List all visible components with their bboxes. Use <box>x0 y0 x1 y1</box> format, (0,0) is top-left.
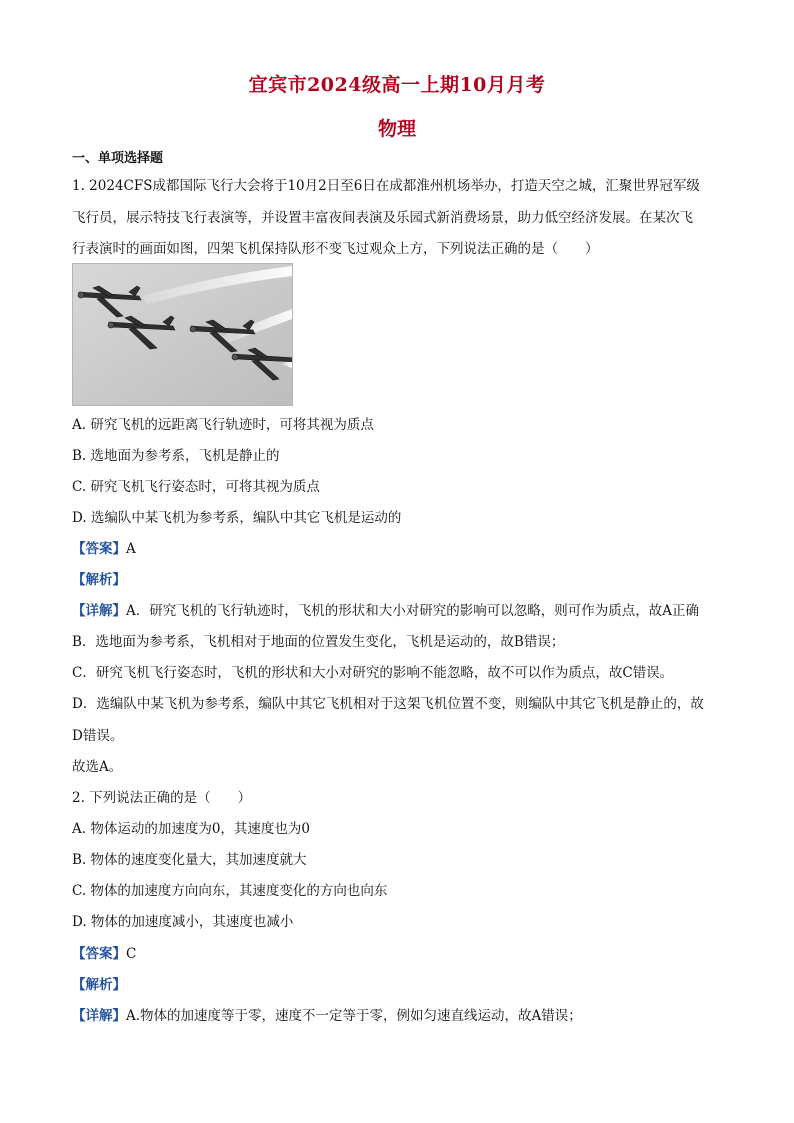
answer-tag: 【答案】 <box>72 946 126 962</box>
q1-stem-line-2: 飞行员，展示特技飞行表演等，并设置丰富夜间表演及乐园式新消费场景，助力低空经济发展。在某次飞 <box>72 210 693 226</box>
airshow-photo-illustration <box>73 264 292 405</box>
exam-title: 宜宾市2024级高一上期10月月考 <box>248 74 546 96</box>
q1-detail-line-3: C．研究飞机飞行姿态时，飞机的形状和大小对研究的影响不能忽略，故不可以作为质点，故C错误。 <box>72 665 674 681</box>
q2-answer <box>72 945 136 963</box>
q2-option-c: C. 物体的加速度方向向东，其速度变化的方向也向东 <box>72 883 388 899</box>
q2-stem: 2. 下列说法正确的是（ ） <box>72 790 252 806</box>
q1-detail-line-2: B．选地面为参考系，飞机相对于地面的位置发生变化，飞机是运动的，故B错误； <box>72 634 565 650</box>
q2-detail-line-1 <box>72 1007 582 1025</box>
q1-answer <box>72 540 136 558</box>
q2-option-a: A. 物体运动的加速度为0，其速度也为0 <box>72 821 311 837</box>
q1-option-b: B. 选地面为参考系，飞机是静止的 <box>72 448 280 464</box>
detail-tag: 【详解】 <box>72 603 126 619</box>
q1-stem-line-3: 行表演时的画面如图，四架飞机保持队形不变飞过观众上方，下列说法正确的是（ ） <box>72 241 599 257</box>
analysis-tag: 【解析】 <box>72 572 126 588</box>
q1-detail-line-1 <box>72 602 722 620</box>
q2-analysis-heading <box>72 976 126 994</box>
q1-detail-line-5: D错误。 <box>72 728 124 744</box>
detail-tag: 【详解】 <box>72 1008 126 1024</box>
section-heading: 一、单项选择题 <box>72 151 164 166</box>
answer-value: A <box>126 541 136 557</box>
q2-option-b: B. 物体的速度变化量大，其加速度就大 <box>72 852 307 868</box>
q1-option-d: D. 选编队中某飞机为参考系，编队中其它飞机是运动的 <box>72 510 402 526</box>
q1-conclusion: 故选A。 <box>72 759 123 775</box>
airshow-photo <box>72 263 293 406</box>
answer-value: C <box>126 946 137 962</box>
q1-analysis-heading <box>72 571 126 589</box>
q1-option-a: A. 研究飞机的远距离飞行轨迹时，可将其视为质点 <box>72 417 374 433</box>
q1-stem-line-1: 1. 2024CFS成都国际飞行大会将于10月2日至6日在成都淮州机场举办，打造天空之城，汇聚世界冠军级 <box>72 178 700 194</box>
subject-title: 物理 <box>377 118 416 140</box>
answer-tag: 【答案】 <box>72 541 126 557</box>
q2-option-d: D. 物体的加速度减小，其速度也减小 <box>72 914 294 930</box>
q1-option-c: C. 研究飞机飞行姿态时，可将其视为质点 <box>72 479 320 495</box>
detail-text: A.物体的加速度等于零，速度不一定等于零，例如匀速直线运动，故A错误； <box>126 1008 582 1024</box>
q1-detail-line-4: D．选编队中某飞机为参考系，编队中其它飞机相对于这架飞机位置不变，则编队中其它飞机是静止的，故 <box>72 696 704 712</box>
detail-text: A．研究飞机的飞行轨迹时，飞机的形状和大小对研究的影响可以忽略，则可作为质点，故A正确 <box>126 603 699 619</box>
analysis-tag: 【解析】 <box>72 977 126 993</box>
